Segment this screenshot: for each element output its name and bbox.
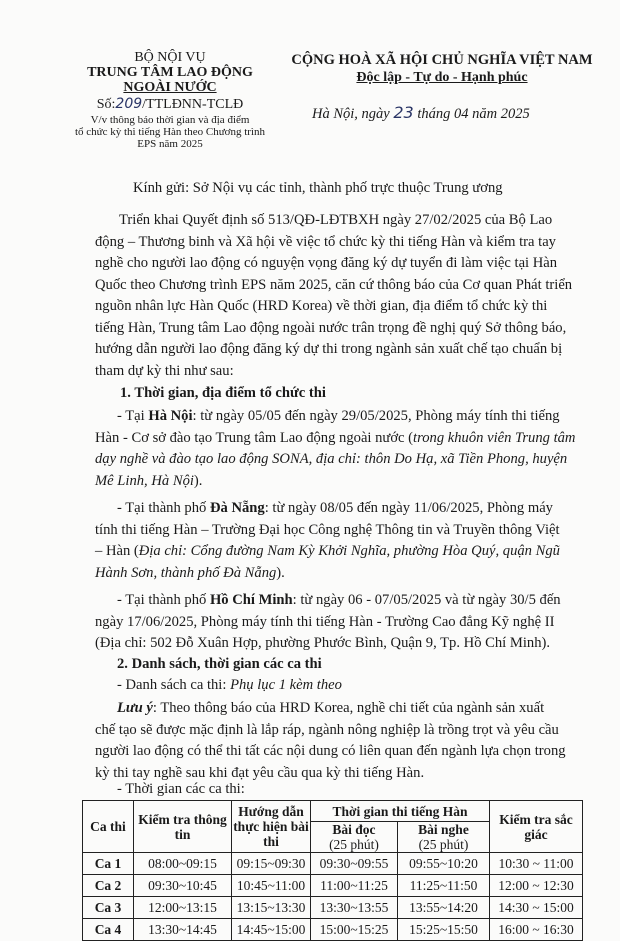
center-name-line2 xyxy=(60,80,280,95)
subject-line1: V/v thông báo thời gian và địa điểm xyxy=(90,114,250,126)
note-l1-post: : Theo thông báo của HRD Korea, nghề chi tiết của ngành sản xuất xyxy=(152,700,545,716)
header-read-label: Bài đọc xyxy=(332,822,376,837)
listen-cell: 13:55~14:20 xyxy=(398,897,490,919)
danang-line1 xyxy=(95,498,590,520)
hanoi-pre: - Tại xyxy=(117,408,149,424)
check-cell: 13:30~14:45 xyxy=(134,919,232,941)
number-prefix: Số: xyxy=(96,97,116,112)
note-line: kỳ thi tay nghề sau khi đạt yêu cầu qua kỳ thi tiếng Hàn. xyxy=(95,764,425,781)
hcm-label: Hồ Chí Minh xyxy=(209,592,293,608)
guide-cell: 14:45~15:00 xyxy=(232,919,311,941)
intro-line: động – Thương binh và Xã hội về việc tổ chức kỳ thi tiếng Hàn và kiểm tra tay xyxy=(95,233,556,250)
header-read xyxy=(311,822,398,853)
note-label: Lưu ý xyxy=(117,700,153,716)
list-line xyxy=(117,677,342,694)
listen-cell: 09:55~10:20 xyxy=(398,853,490,875)
hanoi-line4 xyxy=(95,471,590,493)
note-line: người lao động có thể thi tất các nội dung có liên quan đến ngành lựa chọn trong xyxy=(95,743,566,759)
header-guide: Hướng dẫn thực hiện bài thi xyxy=(232,801,311,853)
hanoi-l4-end: ). xyxy=(193,472,203,489)
ca-cell: Ca 3 xyxy=(83,897,134,919)
date-suffix: tháng 04 năm 2025 xyxy=(417,106,530,122)
danang-line2: tính thi tiếng Hàn – Trường Đại học Công nghệ Thông tin và Truyền thông Việt xyxy=(95,521,560,538)
hanoi-line1 xyxy=(95,406,590,428)
schedule-table-wrap xyxy=(82,800,583,941)
header-listen xyxy=(398,822,490,853)
guide-cell: 09:15~09:30 xyxy=(232,853,311,875)
table-row xyxy=(83,897,583,919)
list-line-italic: Phụ lục 1 kèm theo xyxy=(230,677,342,693)
header-check: Kiểm tra thông tin xyxy=(134,801,232,853)
note-line1 xyxy=(95,698,590,720)
check-cell: 08:00~09:15 xyxy=(134,853,232,875)
hanoi-line2 xyxy=(95,428,590,450)
motto xyxy=(282,69,602,86)
header-listen-duration: (25 phút) xyxy=(418,837,469,852)
header-read-duration: (25 phút) xyxy=(329,837,379,852)
hanoi-line3: dạy nghề và đào tạo lao động SONA, địa chỉ: thôn Do Hạ, xã Tiền Phong, huyện xyxy=(95,451,568,467)
intro-line: nghề cho người lao động có nguyện vọng đăng ký dự tuyển đi làm việc tại Hàn xyxy=(95,255,558,271)
hanoi-l4-italic: Mê Linh, Hà Nội xyxy=(95,472,194,489)
hanoi-label: Hà Nội xyxy=(148,408,193,424)
read-cell: 09:30~09:55 xyxy=(311,853,398,875)
danang-l4-italic: Hành Sơn, thành phố Đà Nẵng xyxy=(95,564,277,581)
guide-cell: 10:45~11:00 xyxy=(232,875,311,897)
center-name-line2-text: NGOÀI NƯỚC xyxy=(123,80,217,95)
note-lines xyxy=(95,720,590,785)
intro-line: tiếng Hàn, Trung tâm Lao động ngoài nước trân trọng đề nghị quý Sở thông báo, xyxy=(95,319,567,336)
hcm-pre: - Tại thành phố xyxy=(117,592,210,608)
read-cell: 11:00~11:25 xyxy=(311,875,398,897)
danang-label: Đà Nẵng xyxy=(209,500,265,516)
subject-line3: EPS năm 2025 xyxy=(137,138,203,150)
danang-paragraph xyxy=(95,498,590,584)
note-line: chế tạo sẽ được mặc định là lắp ráp, ngành nông nghiệp là trồng trọt và yêu cầu xyxy=(95,721,559,738)
table-row xyxy=(83,919,583,941)
hcm-paragraph xyxy=(95,590,590,655)
ca-cell: Ca 4 xyxy=(83,919,134,941)
vision-cell: 14:30 ~ 15:00 xyxy=(490,897,583,919)
danang-line3 xyxy=(95,541,590,563)
table-row xyxy=(83,875,583,897)
section2-title: 2. Danh sách, thời gian các ca thi xyxy=(117,656,322,672)
hanoi-l2-italic: trong khuôn viên Trung tâm xyxy=(413,429,576,446)
intro-paragraph xyxy=(95,210,595,382)
issuer-block xyxy=(60,50,280,112)
country-name: CỘNG HOÀ XÃ HỘI CHỦ NGHĨA VIỆT NAM xyxy=(291,52,593,68)
hcm-post: : từ ngày 06 - 07/05/2025 và từ ngày 30/5 đến xyxy=(292,592,561,608)
note-paragraph xyxy=(95,698,590,784)
danang-l4-end: ). xyxy=(276,564,285,581)
hcm-line3: (Địa chỉ: 502 Đỗ Xuân Hợp, phường Phước Bình, Quận 9, Tp. Hồ Chí Minh). xyxy=(95,635,550,651)
motto-text: Độc lập - Tự do - Hạnh phúc xyxy=(356,70,528,85)
subject-block xyxy=(50,114,290,150)
section1-title: 1. Thời gian, địa điểm tổ chức thi xyxy=(120,385,326,401)
check-cell: 12:00~13:15 xyxy=(134,897,232,919)
intro-line: Triển khai Quyết định số 513/QĐ-LĐTBXH ngày 27/02/2025 của Bộ Lao xyxy=(119,212,553,228)
document-number xyxy=(60,97,280,112)
listen-cell: 15:25~15:50 xyxy=(398,919,490,941)
header-korean: Thời gian thi tiếng Hàn xyxy=(311,801,490,822)
table-row xyxy=(83,853,583,875)
hcm-line1 xyxy=(95,590,590,612)
intro-line: hướng dẫn người lao động đăng ký dự thi trong ngành sản xuất chế tạo chuẩn bị xyxy=(95,341,563,357)
schedule-body xyxy=(83,853,583,941)
danang-line4 xyxy=(95,563,590,585)
intro-lines xyxy=(95,210,595,382)
ca-cell: Ca 1 xyxy=(83,853,134,875)
danang-l3-italic: Địa chỉ: Cổng đường Nam Kỳ Khởi Nghĩa, phường Hòa Quý, quận Ngũ xyxy=(138,543,560,559)
guide-cell: 13:15~13:30 xyxy=(232,897,311,919)
danang-post: : từ ngày 08/05 đến ngày 11/06/2025, Phòng máy xyxy=(264,500,553,516)
hanoi-post: : từ ngày 05/05 đến ngày 29/05/2025, Phòng máy tính thi tiếng xyxy=(192,408,560,424)
danang-l3-plain: – Hàn ( xyxy=(95,543,139,559)
list-line-pre: - Danh sách ca thi: xyxy=(117,677,231,693)
hanoi-l2-plain: Hàn - Cơ sở đào tạo Trung tâm Lao động ngoài nước ( xyxy=(95,429,414,446)
vision-cell: 10:30 ~ 11:00 xyxy=(490,853,583,875)
read-cell: 15:00~15:25 xyxy=(311,919,398,941)
times-line: - Thời gian các ca thi: xyxy=(117,781,245,797)
check-cell: 09:30~10:45 xyxy=(134,875,232,897)
danang-pre: - Tại thành phố xyxy=(117,500,210,516)
header-ca: Ca thi xyxy=(83,801,134,853)
intro-line: nguồn nhân lực Hàn Quốc (HRD Korea) về thời gian, địa điểm tổ chức kỳ thi xyxy=(95,298,548,314)
ca-cell: Ca 2 xyxy=(83,875,134,897)
vision-cell: 12:00 ~ 12:30 xyxy=(490,875,583,897)
recipient: Kính gửi: Sở Nội vụ các tỉnh, thành phố trực thuộc Trung ương xyxy=(133,180,503,196)
date-prefix: Hà Nội, ngày xyxy=(312,106,390,122)
issue-date xyxy=(312,103,530,123)
national-header xyxy=(282,52,602,86)
intro-line: tham dự kỳ thi như sau: xyxy=(95,362,234,379)
header-vision: Kiểm tra sắc giác xyxy=(490,801,583,853)
hcm-line2: ngày 17/06/2025, Phòng máy tính thi tiếng Hàn - Trường Cao đẳng Kỹ nghệ II xyxy=(95,613,555,630)
read-cell: 13:30~13:55 xyxy=(311,897,398,919)
center-name-line1: TRUNG TÂM LAO ĐỘNG xyxy=(87,65,253,80)
intro-line: Quốc theo Chương trình EPS năm 2025, căn cứ thông báo của Cơ quan Phát triển xyxy=(95,276,573,293)
subject-line2: tổ chức kỳ thi tiếng Hàn theo Chương trình xyxy=(74,126,266,138)
schedule-table xyxy=(82,800,583,941)
header-listen-label: Bài nghe xyxy=(418,822,469,837)
vision-cell: 16:00 ~ 16:30 xyxy=(490,919,583,941)
number-handwritten: 209 xyxy=(115,96,143,112)
listen-cell: 11:25~11:50 xyxy=(398,875,490,897)
hanoi-paragraph xyxy=(95,406,590,492)
date-day: 23 xyxy=(393,103,414,122)
number-suffix: /TTLĐNN-TCLĐ xyxy=(142,97,244,112)
ministry-name: BỘ NỘI VỤ xyxy=(134,50,206,65)
